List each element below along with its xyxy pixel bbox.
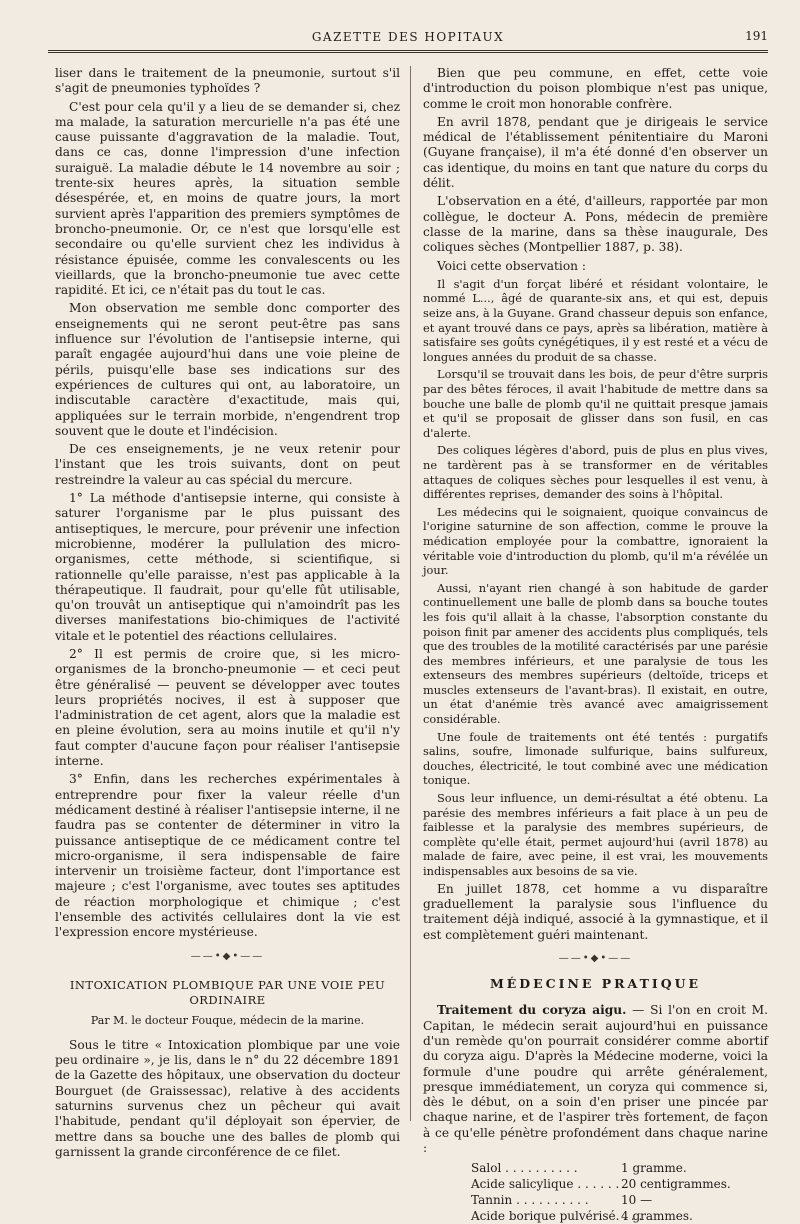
paragraph: Voici cette observation : — [437, 258, 586, 273]
observation-paragraph: Les médecins qui le soignaient, quoique convaincus de l'origine saturnine de son affection, comme le prouve la médication employée pour la combattre, ignoraient la véritable voie d'introduction du plomb, qu'il m'a révélée un jour. — [423, 504, 768, 578]
section-ornament: ——•◆•—— — [190, 950, 265, 962]
section-title: MÉDECINE PRATIQUE — [489, 976, 702, 992]
paragraph: 2° Il est permis de croire que, si les micro-organismes de la broncho-pneumonie — et ceci peut être généralisé — peuvent se développer avec toutes leurs propriétés nocives, il est à supposer que l'administration de cet agent, alors que la maladie est en pleine évolution, sera au moins inutile et qu'il n'y faut compter d'aucune façon pour réaliser l'antisepsie interne. — [55, 646, 400, 769]
observation-paragraph: Des coliques légères d'abord, puis de plus en plus vives, ne tardèrent pas à se transformer en de véritables attaques de coliques sèches pour lesquelles il est venu, à différentes reprises, demander des soins à l'hôpital. — [423, 443, 768, 502]
recipe-item — [423, 1208, 768, 1224]
section-ornament: ——•◆•—— — [558, 952, 633, 964]
paragraph: liser dans le traitement de la pneumonie, surtout s'il s'agit de pneumonies typhoïdes ? — [55, 66, 400, 96]
recipe-quantity: 1 gramme. — [621, 1161, 687, 1176]
column-divider — [410, 66, 411, 1121]
paragraph-body: — Si l'on en croit M. Capitan, le médecin serait aujourd'hui en puissance d'un remède qu'on pourrait considérer comme abortif du coryza aigu. D'après la Médecine moderne, voici la formule d'une poudre qui arrête généralement, presque immédiatement, un coryza qui commence si, dès le début, on a soin d'en priser une pincée par chaque narine, et de l'aspirer très fortement, de façon à ce qu'elle pénètre profondément dans chaque narine : — [423, 1003, 768, 1156]
right-column — [423, 66, 768, 1224]
paragraph: Mon observation me semble donc comporter des enseignements qui ne seront peut-être pas sans influence sur l'évolution de l'antisepsie interne, qui paraît engagée aujourd'hui dans une voie pleine de périls, puisqu'elle base ses indications sur des expériences de cultures qui ont, au laboratoire, un indiscutable caractère d'exactitude, mais qui, appliquées sur le terrain morbide, n'engendrent trop souvent que le doute et l'indécision. — [55, 301, 400, 438]
page-number: 191 — [745, 29, 768, 43]
article-byline: Par M. le docteur Fouque, médecin de la marine. — [90, 1013, 365, 1027]
paragraph: Sous le titre « Intoxication plombique par une voie peu ordinaire », je lis, dans le n° du 22 décembre 1891 de la Gazette des hôpitaux, une observation du docteur Bourguet (de Graissessac), relative à des accidents saturnins survenus chez un pêcheur qui avait l'habitude, pendant qu'il déployait son épervier, de mettre dans sa bouche une des balles de plomb qui garnissent la grande circonférence de ce filet. — [55, 1037, 400, 1159]
recipe-ingredient: Tannin . . . . . . . . . . — [471, 1193, 589, 1208]
paragraph: En juillet 1878, cet homme a vu disparaître graduellement la paralysie sous l'influence du traitement déjà indiqué, associé à la gymnastique, et il est complètement guéri maintenant. — [423, 881, 768, 942]
recipe-item — [423, 1192, 768, 1208]
recipe-ingredient: Acide salicylique . . . . . . — [471, 1177, 620, 1192]
paragraph: Bien que peu commune, en effet, cette voie d'introduction du poison plombique n'est pas unique, comme le croit mon honorable confrère. — [423, 66, 768, 111]
paragraph-lead: Traitement du coryza aigu. — [437, 1003, 627, 1018]
observation-paragraph: Lorsqu'il se trouvait dans les bois, de peur d'être surpris par des bêtes féroces, il avait l'habitude de mettre dans sa bouche une balle de plomb qu'il ne quittait presque jamais et qu'il se proposait de glisser dans son fusil, en cas d'alerte. — [423, 367, 768, 440]
recipe-quantity: 4 grammes. — [621, 1209, 693, 1224]
recipe-ingredient: Salol . . . . . . . . . . — [471, 1161, 578, 1176]
left-column — [55, 66, 400, 1163]
observation-paragraph: Une foule de traitements ont été tentés : purgatifs salins, soufre, limonade sulfurique, bains sulfureux, douches, électricité, le tout combiné avec une médication tonique. — [423, 729, 768, 788]
page-header — [48, 28, 768, 53]
paragraph: De ces enseignements, je ne veux retenir pour l'instant que les trois suivants, dont on peut restreindre la valeur au cas spécial du mercure. — [55, 442, 400, 487]
recipe-quantity: 10 — — [621, 1193, 653, 1208]
recipe-list — [423, 1160, 768, 1224]
recipe-quantity: 20 centigrammes. — [621, 1177, 731, 1192]
observation-paragraph: Aussi, n'ayant rien changé à son habitude de garder continuellement une balle de plomb dans sa bouche toutes les fois qu'il allait à la chasse, l'absorption constante du poison finit par amener des accidents plus compliqués, tels que des troubles de la motilité caractérisés par une parésie des membres inférieurs, et une paralysie de tous les extenseurs des membres supérieurs (deltoïde, triceps et muscles extenseurs de l'avant-bras). Il existait, en outre, un état d'anémie très avancé avec amaigrissement considérable. — [423, 580, 768, 727]
observation-paragraph: Sous leur influence, un demi-résultat a été obtenu. La parésie des membres inférieurs a fait place à un peu de faiblesse et la paralysie des membres supérieurs, de complète qu'elle était, permet aujourd'hui (avril 1878) au malade de faire, avec peine, il est vrai, les mouvements indispensables aux besoins de sa vie. — [423, 791, 768, 879]
paragraph — [423, 1003, 768, 1156]
recipe-item — [423, 1160, 768, 1176]
observation-paragraph: Il s'agit d'un forçat libéré et résidant volontaire, le nommé L..., âgé de quarante-six ans, et qui est, depuis seize ans, à la Guyane. Grand chasseur depuis son enfance, et ayant trouvé dans ce pays, après sa libération, matière à satisfaire ses goûts cynégétiques, il y est resté et a vécu de longues années du produit de sa chasse. — [423, 276, 768, 364]
article-title: INTOXICATION PLOMBIQUE PAR UNE VOIE PEU ORDINAIRE — [69, 977, 386, 1008]
recipe-item — [423, 1176, 768, 1192]
paragraph: 3° Enfin, dans les recherches expérimentales à entreprendre pour fixer la valeur réelle d'un médicament destiné à réaliser l'antisepsie interne, il ne faudra pas se contenter de déterminer in vitro la puissance antiseptique de ce médicament contre tel micro-organisme, il sera indispensable de faire intervenir un troisième facteur, dont l'importance est majeure ; c'est l'organisme, avec toutes ses aptitudes de réaction morphologique et chimique ; c'est l'ensemble des activités cellulaires dont la vie est l'expression encore mystérieuse. — [55, 772, 400, 940]
paragraph: En avril 1878, pendant que je dirigeais le service médical de l'établissement pénitentiaire du Maroni (Guyane française), il m'a été donné d'en observer un cas identique, du moins en tant que nature du corps du délit. — [423, 114, 768, 191]
paragraph: L'observation en a été, d'ailleurs, rapportée par mon collègue, le docteur A. Pons, médecin de première classe de la marine, dans sa thèse inaugurale, Des coliques sèches (Montpellier 1887, p. 38). — [423, 194, 768, 255]
paragraph: C'est pour cela qu'il y a lieu de se demander si, chez ma malade, la saturation mercurielle n'a pas été une cause puissante d'aggravation de la maladie. Tout, dans ce cas, donne l'impression d'une infection suraiguë. La maladie débute le 14 novembre au soir ; trente-six heures après, la situation semble désespérée, et, en moins de quatre jours, la mort survient après l'apparition des premiers symptômes de broncho-pneumonie. Or, ce n'est que lorsqu'elle est secondaire ou qu'elle survient chez les individus à résistance épuisée, comme les convalescents ou les vieillards, que la broncho-pneumonie tue avec cette rapidité. Et ici, ce n'était pas du tout le cas. — [55, 99, 400, 298]
running-title: GAZETTE DES HOPITAUX — [311, 30, 505, 44]
paragraph: 1° La méthode d'antisepsie interne, qui consiste à saturer l'organisme par le plus puissant des antiseptiques, le mercure, pour prévenir une infection microbienne, modérer la pullulation des micro-organismes, cette méthode, si scientifique, si rationnelle qu'elle paraisse, n'est pas applicable à la thérapeutique. Il faudrait, pour qu'elle fût utilisable, qu'on trouvât un antiseptique qui n'amoindrît pas les diverses manifestations bio-chimiques de l'activité vitale et le potentiel des réactions cellulaires. — [55, 491, 400, 643]
recipe-ingredient: Acide borique pulvérisé. . . . — [471, 1209, 643, 1224]
